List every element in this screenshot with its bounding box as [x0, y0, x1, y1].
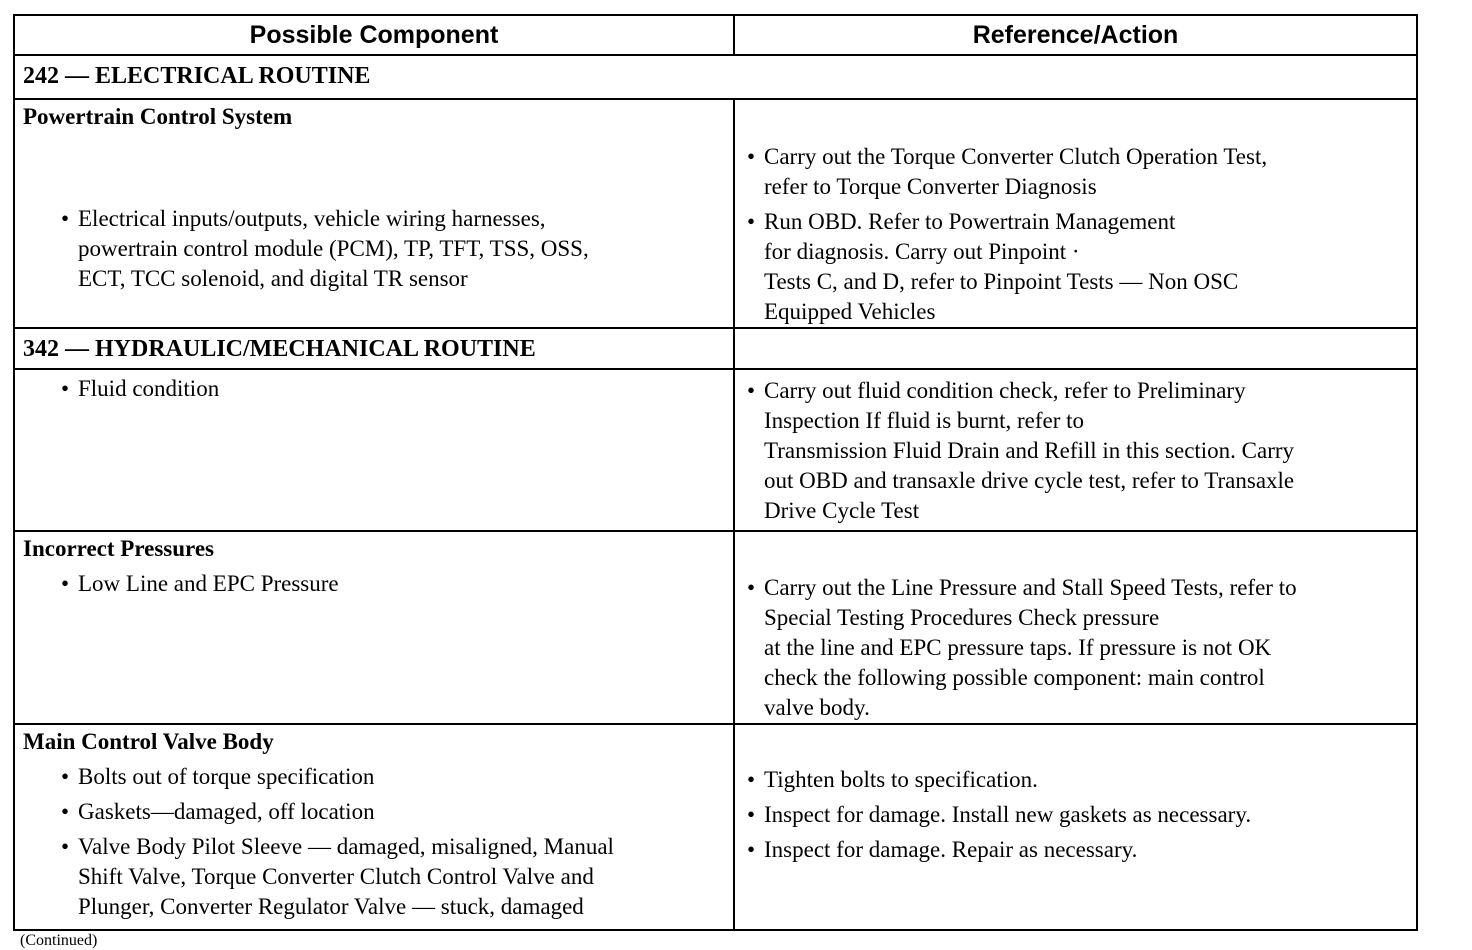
component-bullet: [61, 832, 726, 922]
component-bullet: [61, 374, 726, 404]
row-heading: Incorrect Pressures: [23, 536, 214, 561]
component-bullet: [61, 797, 726, 827]
action-cell: [734, 99, 1417, 328]
action-text: Tighten bolts to specification.: [764, 767, 1038, 792]
component-bullet: [61, 204, 726, 294]
section-title-hydraulic: 342 — HYDRAULIC/MECHANICAL ROUTINE: [14, 328, 734, 369]
section-title-electrical: 242 — ELECTRICAL ROUTINE: [14, 55, 1417, 99]
bullet-icon: •: [747, 144, 756, 169]
header-possible-component: Possible Component: [14, 15, 734, 55]
bullet-icon: •: [747, 378, 756, 403]
row-heading: Powertrain Control System: [23, 104, 293, 129]
bullet-icon: •: [61, 834, 70, 859]
component-text: Low Line and EPC Pressure: [78, 571, 339, 596]
component-text: Bolts out of torque specification: [78, 764, 375, 789]
section-row-electrical: [14, 55, 1417, 99]
component-cell: [14, 369, 734, 531]
bullet-icon: •: [61, 206, 70, 231]
section-row-hydraulic: [14, 328, 1417, 369]
action-bullet: [747, 142, 1407, 202]
action-text: Carry out fluid condition check, refer to Preliminary Inspection If fluid is burnt, refer to Transmission Fluid Drain and Refill in this section. Carry out OBD and transaxle drive cycle test, refer to Transaxle Drive Cycle Test: [764, 378, 1295, 523]
empty-cell: [734, 328, 1417, 369]
component-text: Fluid condition: [78, 376, 220, 401]
row-heading: Main Control Valve Body: [23, 729, 274, 754]
continued-note: (Continued): [20, 932, 98, 949]
action-bullet: [747, 573, 1412, 723]
table-row-fluid: [14, 369, 1417, 531]
bullet-icon: •: [61, 376, 70, 401]
action-text: Inspect for damage. Repair as necessary.: [764, 837, 1138, 862]
bullet-icon: •: [747, 209, 756, 234]
action-text: Carry out the Torque Converter Clutch Operation Test, refer to Torque Converter Diagnosis: [764, 144, 1268, 199]
bullet-icon: •: [747, 767, 756, 792]
component-text: Gaskets—damaged, off location: [78, 799, 375, 824]
action-bullet: [747, 207, 1407, 327]
component-bullet: [61, 762, 726, 792]
action-text: Carry out the Line Pressure and Stall Speed Tests, refer to Special Testing Procedures Check pressure at the line and EPC pressure taps. If pressure is not OK check the following possible component: main control valve body.: [764, 575, 1297, 720]
action-text: Inspect for damage. Install new gaskets as necessary.: [764, 802, 1252, 827]
component-cell: [14, 724, 734, 930]
bullet-icon: •: [747, 802, 756, 827]
bullet-icon: •: [747, 837, 756, 862]
bullet-icon: •: [61, 571, 70, 596]
header-row: [14, 15, 1417, 55]
header-reference-action: Reference/Action: [734, 15, 1417, 55]
component-text: Electrical inputs/outputs, vehicle wiring harnesses, powertrain control module (PCM), TP, TFT, TSS, OSS, ECT, TCC solenoid, and digital TR sensor: [78, 206, 589, 291]
component-bullet: [61, 569, 726, 599]
table-row-valve-body: [14, 724, 1417, 930]
action-bullet: [747, 800, 1412, 830]
bullet-icon: •: [61, 764, 70, 789]
action-cell: [734, 369, 1417, 531]
bullet-icon: •: [747, 575, 756, 600]
action-cell: [734, 724, 1417, 930]
action-bullet: [747, 765, 1412, 795]
component-cell: [14, 531, 734, 724]
action-bullet: [747, 835, 1412, 865]
action-bullet: [747, 376, 1412, 526]
component-text: Valve Body Pilot Sleeve — damaged, misaligned, Manual Shift Valve, Torque Converter Clutch Control Valve and Plunger, Converter Regulator Valve — stuck, damaged: [78, 834, 614, 919]
table-row-powertrain: [14, 99, 1417, 328]
action-cell: [734, 531, 1417, 724]
diagnosis-table: [13, 14, 1418, 931]
bullet-icon: •: [61, 799, 70, 824]
component-cell: [14, 99, 734, 328]
table-row-pressures: [14, 531, 1417, 724]
action-text: Run OBD. Refer to Powertrain Management for diagnosis. Carry out Pinpoint · Tests C, and D, refer to Pinpoint Tests — Non OSC Equipped Vehicles: [764, 209, 1239, 324]
